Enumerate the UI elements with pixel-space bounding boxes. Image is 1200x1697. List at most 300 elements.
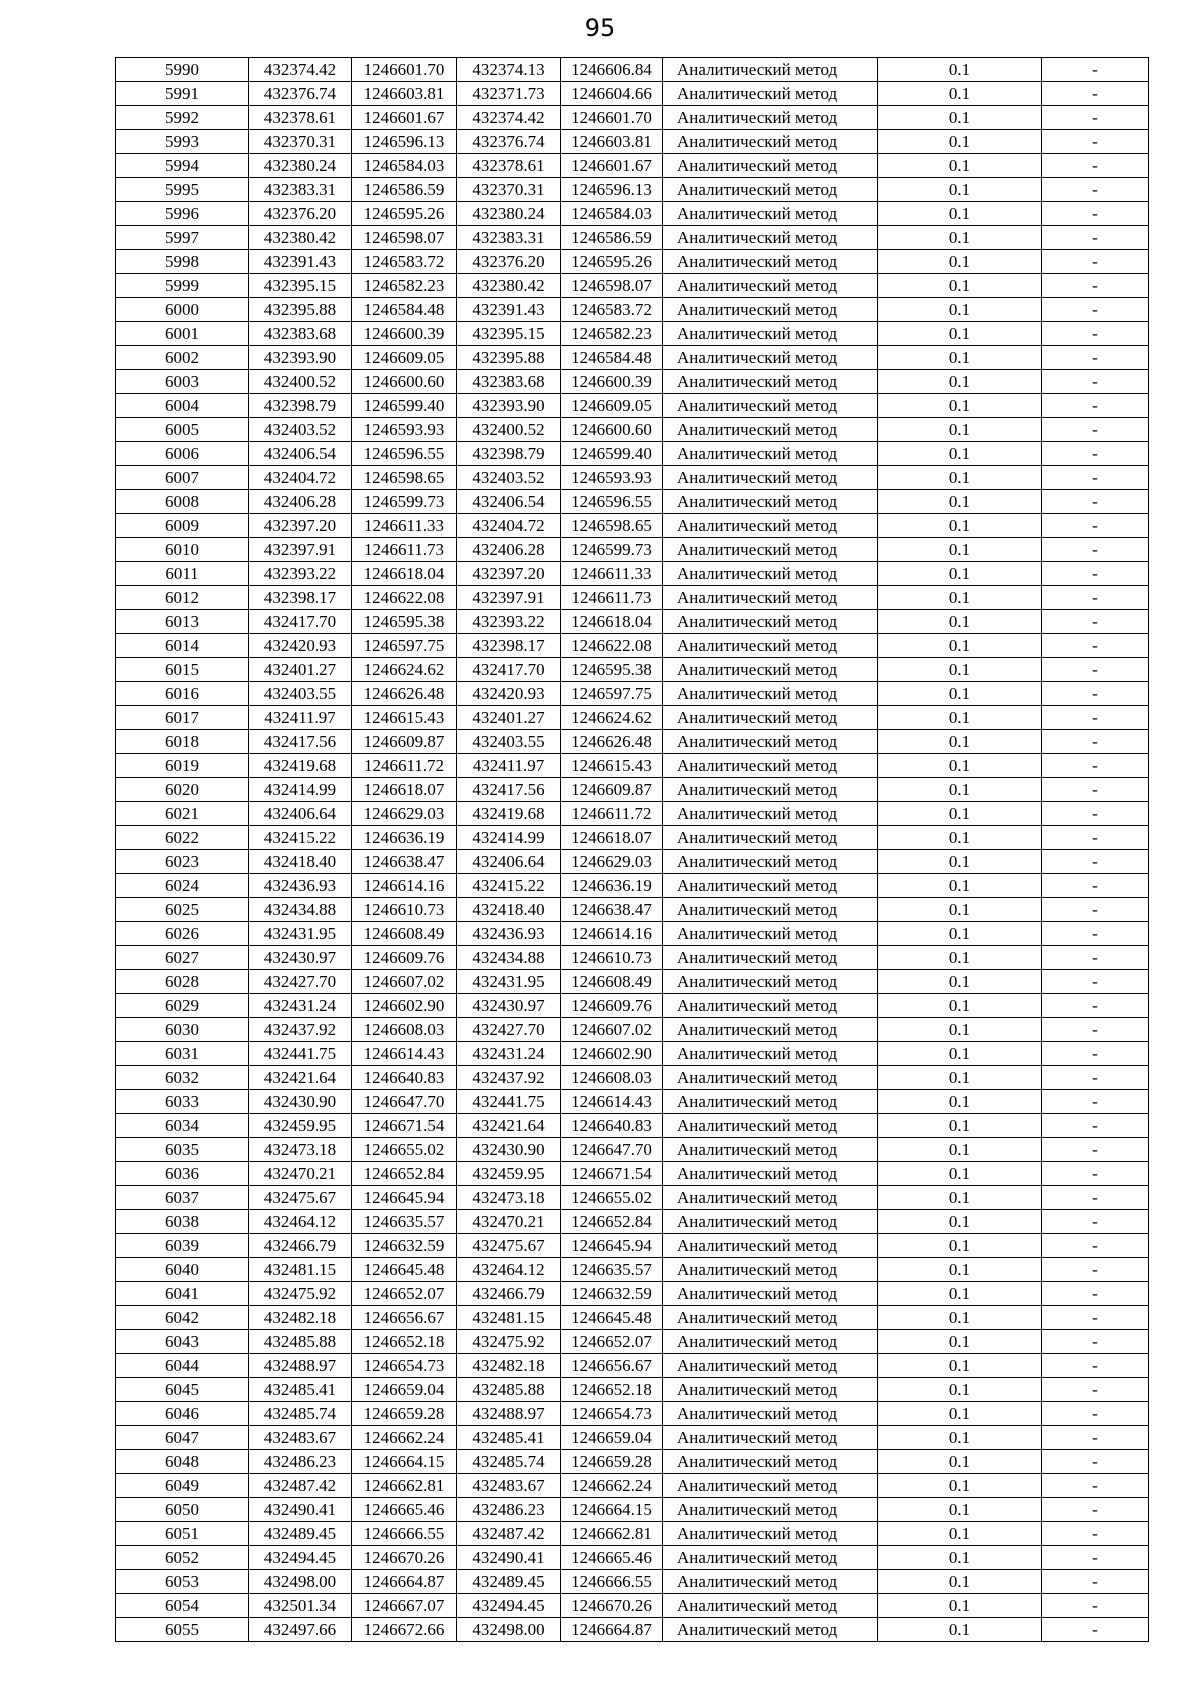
y-coordinate-cell: 1246645.94 — [352, 1186, 457, 1210]
prev-x-coordinate-cell: 432391.43 — [457, 298, 561, 322]
note-cell: - — [1042, 1186, 1149, 1210]
point-number-cell: 6054 — [116, 1594, 249, 1618]
prev-y-coordinate-cell: 1246659.04 — [561, 1426, 663, 1450]
prev-x-coordinate-cell: 432380.42 — [457, 274, 561, 298]
note-cell: - — [1042, 154, 1149, 178]
x-coordinate-cell: 432370.31 — [249, 130, 352, 154]
prev-y-coordinate-cell: 1246595.26 — [561, 250, 663, 274]
prev-y-coordinate-cell: 1246596.55 — [561, 490, 663, 514]
accuracy-cell: 0.1 — [878, 1522, 1042, 1546]
table-row — [116, 1042, 1149, 1066]
point-number-cell: 5992 — [116, 106, 249, 130]
table-row — [116, 1378, 1149, 1402]
prev-y-coordinate-cell: 1246611.33 — [561, 562, 663, 586]
prev-y-coordinate-cell: 1246582.23 — [561, 322, 663, 346]
y-coordinate-cell: 1246608.49 — [352, 922, 457, 946]
y-coordinate-cell: 1246598.65 — [352, 466, 457, 490]
point-number-cell: 5997 — [116, 226, 249, 250]
note-cell: - — [1042, 634, 1149, 658]
prev-y-coordinate-cell: 1246618.04 — [561, 610, 663, 634]
method-cell: Аналитический метод — [663, 1306, 878, 1330]
method-cell: Аналитический метод — [663, 1450, 878, 1474]
prev-y-coordinate-cell: 1246629.03 — [561, 850, 663, 874]
point-number-cell: 6011 — [116, 562, 249, 586]
table-row — [116, 82, 1149, 106]
x-coordinate-cell: 432395.15 — [249, 274, 352, 298]
x-coordinate-cell: 432441.75 — [249, 1042, 352, 1066]
x-coordinate-cell: 432397.91 — [249, 538, 352, 562]
point-number-cell: 6034 — [116, 1114, 249, 1138]
y-coordinate-cell: 1246666.55 — [352, 1522, 457, 1546]
x-coordinate-cell: 432466.79 — [249, 1234, 352, 1258]
x-coordinate-cell: 432418.40 — [249, 850, 352, 874]
prev-x-coordinate-cell: 432485.41 — [457, 1426, 561, 1450]
prev-x-coordinate-cell: 432421.64 — [457, 1114, 561, 1138]
method-cell: Аналитический метод — [663, 1522, 878, 1546]
method-cell: Аналитический метод — [663, 1570, 878, 1594]
table-row — [116, 202, 1149, 226]
prev-y-coordinate-cell: 1246662.81 — [561, 1522, 663, 1546]
prev-x-coordinate-cell: 432481.15 — [457, 1306, 561, 1330]
prev-x-coordinate-cell: 432376.20 — [457, 250, 561, 274]
prev-x-coordinate-cell: 432436.93 — [457, 922, 561, 946]
prev-y-coordinate-cell: 1246608.49 — [561, 970, 663, 994]
y-coordinate-cell: 1246583.72 — [352, 250, 457, 274]
point-number-cell: 6043 — [116, 1330, 249, 1354]
y-coordinate-cell: 1246652.07 — [352, 1282, 457, 1306]
y-coordinate-cell: 1246599.40 — [352, 394, 457, 418]
prev-y-coordinate-cell: 1246583.72 — [561, 298, 663, 322]
accuracy-cell: 0.1 — [878, 442, 1042, 466]
y-coordinate-cell: 1246611.72 — [352, 754, 457, 778]
accuracy-cell: 0.1 — [878, 1066, 1042, 1090]
table-row — [116, 1618, 1149, 1642]
method-cell: Аналитический метод — [663, 706, 878, 730]
y-coordinate-cell: 1246626.48 — [352, 682, 457, 706]
y-coordinate-cell: 1246638.47 — [352, 850, 457, 874]
y-coordinate-cell: 1246609.87 — [352, 730, 457, 754]
accuracy-cell: 0.1 — [878, 778, 1042, 802]
prev-x-coordinate-cell: 432380.24 — [457, 202, 561, 226]
prev-y-coordinate-cell: 1246609.76 — [561, 994, 663, 1018]
x-coordinate-cell: 432383.68 — [249, 322, 352, 346]
note-cell: - — [1042, 490, 1149, 514]
accuracy-cell: 0.1 — [878, 82, 1042, 106]
y-coordinate-cell: 1246611.73 — [352, 538, 457, 562]
accuracy-cell: 0.1 — [878, 1378, 1042, 1402]
table-row — [116, 1402, 1149, 1426]
point-number-cell: 6022 — [116, 826, 249, 850]
note-cell: - — [1042, 418, 1149, 442]
x-coordinate-cell: 432406.28 — [249, 490, 352, 514]
method-cell: Аналитический метод — [663, 994, 878, 1018]
x-coordinate-cell: 432417.56 — [249, 730, 352, 754]
prev-x-coordinate-cell: 432374.13 — [457, 58, 561, 82]
table-row — [116, 274, 1149, 298]
y-coordinate-cell: 1246611.33 — [352, 514, 457, 538]
point-number-cell: 6055 — [116, 1618, 249, 1642]
point-number-cell: 6009 — [116, 514, 249, 538]
note-cell: - — [1042, 1210, 1149, 1234]
prev-x-coordinate-cell: 432437.92 — [457, 1066, 561, 1090]
note-cell: - — [1042, 730, 1149, 754]
table-body — [116, 58, 1149, 1642]
prev-x-coordinate-cell: 432374.42 — [457, 106, 561, 130]
y-coordinate-cell: 1246602.90 — [352, 994, 457, 1018]
prev-y-coordinate-cell: 1246600.60 — [561, 418, 663, 442]
note-cell: - — [1042, 514, 1149, 538]
accuracy-cell: 0.1 — [878, 514, 1042, 538]
point-number-cell: 6032 — [116, 1066, 249, 1090]
note-cell: - — [1042, 130, 1149, 154]
table-row — [116, 1210, 1149, 1234]
x-coordinate-cell: 432403.55 — [249, 682, 352, 706]
x-coordinate-cell: 432494.45 — [249, 1546, 352, 1570]
y-coordinate-cell: 1246670.26 — [352, 1546, 457, 1570]
x-coordinate-cell: 432415.22 — [249, 826, 352, 850]
x-coordinate-cell: 432486.23 — [249, 1450, 352, 1474]
method-cell: Аналитический метод — [663, 538, 878, 562]
table-row — [116, 322, 1149, 346]
prev-x-coordinate-cell: 432378.61 — [457, 154, 561, 178]
prev-x-coordinate-cell: 432494.45 — [457, 1594, 561, 1618]
prev-y-coordinate-cell: 1246622.08 — [561, 634, 663, 658]
accuracy-cell: 0.1 — [878, 730, 1042, 754]
prev-y-coordinate-cell: 1246640.83 — [561, 1114, 663, 1138]
y-coordinate-cell: 1246618.07 — [352, 778, 457, 802]
accuracy-cell: 0.1 — [878, 394, 1042, 418]
prev-y-coordinate-cell: 1246670.26 — [561, 1594, 663, 1618]
x-coordinate-cell: 432427.70 — [249, 970, 352, 994]
note-cell: - — [1042, 706, 1149, 730]
prev-x-coordinate-cell: 432397.20 — [457, 562, 561, 586]
y-coordinate-cell: 1246610.73 — [352, 898, 457, 922]
table-row — [116, 1522, 1149, 1546]
note-cell: - — [1042, 106, 1149, 130]
prev-x-coordinate-cell: 432383.31 — [457, 226, 561, 250]
point-number-cell: 6027 — [116, 946, 249, 970]
point-number-cell: 6023 — [116, 850, 249, 874]
method-cell: Аналитический метод — [663, 1210, 878, 1234]
point-number-cell: 5994 — [116, 154, 249, 178]
prev-y-coordinate-cell: 1246584.03 — [561, 202, 663, 226]
table-row — [116, 1474, 1149, 1498]
prev-x-coordinate-cell: 432427.70 — [457, 1018, 561, 1042]
method-cell: Аналитический метод — [663, 610, 878, 634]
point-number-cell: 6012 — [116, 586, 249, 610]
y-coordinate-cell: 1246600.39 — [352, 322, 457, 346]
point-number-cell: 5990 — [116, 58, 249, 82]
note-cell: - — [1042, 1450, 1149, 1474]
accuracy-cell: 0.1 — [878, 634, 1042, 658]
method-cell: Аналитический метод — [663, 682, 878, 706]
point-number-cell: 6029 — [116, 994, 249, 1018]
note-cell: - — [1042, 226, 1149, 250]
note-cell: - — [1042, 346, 1149, 370]
method-cell: Аналитический метод — [663, 154, 878, 178]
method-cell: Аналитический метод — [663, 58, 878, 82]
prev-y-coordinate-cell: 1246654.73 — [561, 1402, 663, 1426]
x-coordinate-cell: 432376.20 — [249, 202, 352, 226]
x-coordinate-cell: 432401.27 — [249, 658, 352, 682]
x-coordinate-cell: 432485.41 — [249, 1378, 352, 1402]
y-coordinate-cell: 1246640.83 — [352, 1066, 457, 1090]
x-coordinate-cell: 432393.90 — [249, 346, 352, 370]
prev-y-coordinate-cell: 1246645.48 — [561, 1306, 663, 1330]
note-cell: - — [1042, 754, 1149, 778]
x-coordinate-cell: 432406.64 — [249, 802, 352, 826]
x-coordinate-cell: 432475.92 — [249, 1282, 352, 1306]
point-number-cell: 6013 — [116, 610, 249, 634]
prev-y-coordinate-cell: 1246635.57 — [561, 1258, 663, 1282]
method-cell: Аналитический метод — [663, 874, 878, 898]
table-row — [116, 1018, 1149, 1042]
note-cell: - — [1042, 1426, 1149, 1450]
method-cell: Аналитический метод — [663, 658, 878, 682]
accuracy-cell: 0.1 — [878, 1090, 1042, 1114]
table-row — [116, 682, 1149, 706]
x-coordinate-cell: 432483.67 — [249, 1426, 352, 1450]
prev-y-coordinate-cell: 1246608.03 — [561, 1066, 663, 1090]
method-cell: Аналитический метод — [663, 946, 878, 970]
accuracy-cell: 0.1 — [878, 1354, 1042, 1378]
point-number-cell: 6030 — [116, 1018, 249, 1042]
y-coordinate-cell: 1246595.38 — [352, 610, 457, 634]
accuracy-cell: 0.1 — [878, 1306, 1042, 1330]
accuracy-cell: 0.1 — [878, 418, 1042, 442]
prev-x-coordinate-cell: 432473.18 — [457, 1186, 561, 1210]
accuracy-cell: 0.1 — [878, 658, 1042, 682]
y-coordinate-cell: 1246600.60 — [352, 370, 457, 394]
prev-x-coordinate-cell: 432400.52 — [457, 418, 561, 442]
point-number-cell: 6042 — [116, 1306, 249, 1330]
accuracy-cell: 0.1 — [878, 1234, 1042, 1258]
y-coordinate-cell: 1246659.04 — [352, 1378, 457, 1402]
accuracy-cell: 0.1 — [878, 874, 1042, 898]
note-cell: - — [1042, 1042, 1149, 1066]
prev-x-coordinate-cell: 432470.21 — [457, 1210, 561, 1234]
x-coordinate-cell: 432395.88 — [249, 298, 352, 322]
prev-y-coordinate-cell: 1246601.67 — [561, 154, 663, 178]
prev-y-coordinate-cell: 1246652.18 — [561, 1378, 663, 1402]
prev-x-coordinate-cell: 432431.24 — [457, 1042, 561, 1066]
prev-y-coordinate-cell: 1246615.43 — [561, 754, 663, 778]
prev-y-coordinate-cell: 1246595.38 — [561, 658, 663, 682]
method-cell: Аналитический метод — [663, 1402, 878, 1426]
prev-x-coordinate-cell: 432398.17 — [457, 634, 561, 658]
point-number-cell: 6040 — [116, 1258, 249, 1282]
method-cell: Аналитический метод — [663, 1498, 878, 1522]
point-number-cell: 6005 — [116, 418, 249, 442]
table-row — [116, 586, 1149, 610]
x-coordinate-cell: 432459.95 — [249, 1114, 352, 1138]
point-number-cell: 6031 — [116, 1042, 249, 1066]
accuracy-cell: 0.1 — [878, 1570, 1042, 1594]
prev-y-coordinate-cell: 1246599.73 — [561, 538, 663, 562]
x-coordinate-cell: 432380.42 — [249, 226, 352, 250]
prev-x-coordinate-cell: 432406.64 — [457, 850, 561, 874]
note-cell: - — [1042, 1090, 1149, 1114]
prev-y-coordinate-cell: 1246632.59 — [561, 1282, 663, 1306]
table-row — [116, 1570, 1149, 1594]
prev-x-coordinate-cell: 432370.31 — [457, 178, 561, 202]
table-row — [116, 946, 1149, 970]
method-cell: Аналитический метод — [663, 1378, 878, 1402]
point-number-cell: 6001 — [116, 322, 249, 346]
x-coordinate-cell: 432436.93 — [249, 874, 352, 898]
accuracy-cell: 0.1 — [878, 1426, 1042, 1450]
note-cell: - — [1042, 1306, 1149, 1330]
method-cell: Аналитический метод — [663, 82, 878, 106]
table-row — [116, 802, 1149, 826]
prev-y-coordinate-cell: 1246602.90 — [561, 1042, 663, 1066]
x-coordinate-cell: 432498.00 — [249, 1570, 352, 1594]
method-cell: Аналитический метод — [663, 226, 878, 250]
x-coordinate-cell: 432487.42 — [249, 1474, 352, 1498]
accuracy-cell: 0.1 — [878, 1042, 1042, 1066]
accuracy-cell: 0.1 — [878, 154, 1042, 178]
table-row — [116, 1594, 1149, 1618]
accuracy-cell: 0.1 — [878, 58, 1042, 82]
accuracy-cell: 0.1 — [878, 130, 1042, 154]
accuracy-cell: 0.1 — [878, 946, 1042, 970]
prev-x-coordinate-cell: 432406.28 — [457, 538, 561, 562]
x-coordinate-cell: 432497.66 — [249, 1618, 352, 1642]
method-cell: Аналитический метод — [663, 130, 878, 154]
table-row — [116, 898, 1149, 922]
x-coordinate-cell: 432470.21 — [249, 1162, 352, 1186]
note-cell: - — [1042, 250, 1149, 274]
x-coordinate-cell: 432374.42 — [249, 58, 352, 82]
note-cell: - — [1042, 802, 1149, 826]
note-cell: - — [1042, 58, 1149, 82]
point-number-cell: 6024 — [116, 874, 249, 898]
point-number-cell: 6019 — [116, 754, 249, 778]
method-cell: Аналитический метод — [663, 178, 878, 202]
note-cell: - — [1042, 922, 1149, 946]
method-cell: Аналитический метод — [663, 586, 878, 610]
method-cell: Аналитический метод — [663, 370, 878, 394]
point-number-cell: 5998 — [116, 250, 249, 274]
prev-x-coordinate-cell: 432487.42 — [457, 1522, 561, 1546]
table-row — [116, 346, 1149, 370]
prev-y-coordinate-cell: 1246662.24 — [561, 1474, 663, 1498]
y-coordinate-cell: 1246609.76 — [352, 946, 457, 970]
note-cell: - — [1042, 202, 1149, 226]
note-cell: - — [1042, 1618, 1149, 1642]
point-number-cell: 6006 — [116, 442, 249, 466]
point-number-cell: 6020 — [116, 778, 249, 802]
prev-y-coordinate-cell: 1246659.28 — [561, 1450, 663, 1474]
note-cell: - — [1042, 682, 1149, 706]
y-coordinate-cell: 1246655.02 — [352, 1138, 457, 1162]
note-cell: - — [1042, 898, 1149, 922]
y-coordinate-cell: 1246654.73 — [352, 1354, 457, 1378]
accuracy-cell: 0.1 — [878, 1210, 1042, 1234]
table-row — [116, 1066, 1149, 1090]
point-number-cell: 5991 — [116, 82, 249, 106]
table-row — [116, 58, 1149, 82]
table-row — [116, 1138, 1149, 1162]
note-cell: - — [1042, 274, 1149, 298]
prev-y-coordinate-cell: 1246614.16 — [561, 922, 663, 946]
prev-y-coordinate-cell: 1246596.13 — [561, 178, 663, 202]
accuracy-cell: 0.1 — [878, 538, 1042, 562]
y-coordinate-cell: 1246659.28 — [352, 1402, 457, 1426]
accuracy-cell: 0.1 — [878, 1186, 1042, 1210]
point-number-cell: 6047 — [116, 1426, 249, 1450]
prev-y-coordinate-cell: 1246609.87 — [561, 778, 663, 802]
prev-y-coordinate-cell: 1246606.84 — [561, 58, 663, 82]
y-coordinate-cell: 1246614.43 — [352, 1042, 457, 1066]
accuracy-cell: 0.1 — [878, 370, 1042, 394]
prev-y-coordinate-cell: 1246645.94 — [561, 1234, 663, 1258]
y-coordinate-cell: 1246601.70 — [352, 58, 457, 82]
note-cell: - — [1042, 1546, 1149, 1570]
y-coordinate-cell: 1246647.70 — [352, 1090, 457, 1114]
y-coordinate-cell: 1246667.07 — [352, 1594, 457, 1618]
point-number-cell: 6008 — [116, 490, 249, 514]
note-cell: - — [1042, 442, 1149, 466]
y-coordinate-cell: 1246603.81 — [352, 82, 457, 106]
accuracy-cell: 0.1 — [878, 322, 1042, 346]
point-number-cell: 6015 — [116, 658, 249, 682]
accuracy-cell: 0.1 — [878, 466, 1042, 490]
prev-x-coordinate-cell: 432475.67 — [457, 1234, 561, 1258]
x-coordinate-cell: 432414.99 — [249, 778, 352, 802]
x-coordinate-cell: 432430.97 — [249, 946, 352, 970]
method-cell: Аналитический метод — [663, 1042, 878, 1066]
y-coordinate-cell: 1246662.81 — [352, 1474, 457, 1498]
page-number: 95 — [584, 14, 616, 42]
prev-y-coordinate-cell: 1246647.70 — [561, 1138, 663, 1162]
method-cell: Аналитический метод — [663, 394, 878, 418]
method-cell: Аналитический метод — [663, 970, 878, 994]
coordinates-table — [115, 57, 1149, 1642]
accuracy-cell: 0.1 — [878, 1474, 1042, 1498]
point-number-cell: 6044 — [116, 1354, 249, 1378]
point-number-cell: 6033 — [116, 1090, 249, 1114]
method-cell: Аналитический метод — [663, 634, 878, 658]
prev-y-coordinate-cell: 1246655.02 — [561, 1186, 663, 1210]
accuracy-cell: 0.1 — [878, 706, 1042, 730]
prev-x-coordinate-cell: 432404.72 — [457, 514, 561, 538]
note-cell: - — [1042, 1018, 1149, 1042]
point-number-cell: 6025 — [116, 898, 249, 922]
table-row — [116, 826, 1149, 850]
y-coordinate-cell: 1246607.02 — [352, 970, 457, 994]
method-cell: Аналитический метод — [663, 1066, 878, 1090]
accuracy-cell: 0.1 — [878, 1498, 1042, 1522]
table-row — [116, 1186, 1149, 1210]
accuracy-cell: 0.1 — [878, 1618, 1042, 1642]
table-row — [116, 1498, 1149, 1522]
point-number-cell: 6053 — [116, 1570, 249, 1594]
y-coordinate-cell: 1246584.03 — [352, 154, 457, 178]
prev-y-coordinate-cell: 1246656.67 — [561, 1354, 663, 1378]
y-coordinate-cell: 1246615.43 — [352, 706, 457, 730]
table-row — [116, 466, 1149, 490]
x-coordinate-cell: 432488.97 — [249, 1354, 352, 1378]
table-row — [116, 1330, 1149, 1354]
method-cell: Аналитический метод — [663, 826, 878, 850]
prev-y-coordinate-cell: 1246636.19 — [561, 874, 663, 898]
prev-x-coordinate-cell: 432464.12 — [457, 1258, 561, 1282]
prev-y-coordinate-cell: 1246601.70 — [561, 106, 663, 130]
table-row — [116, 1234, 1149, 1258]
point-number-cell: 6003 — [116, 370, 249, 394]
x-coordinate-cell: 432383.31 — [249, 178, 352, 202]
